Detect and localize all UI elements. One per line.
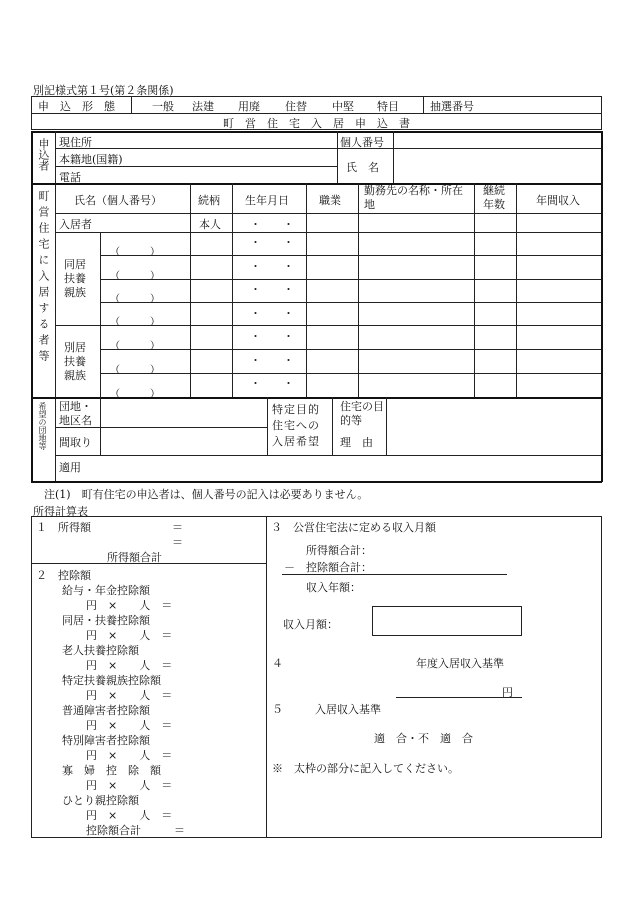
form-number: 別記様式第１号(第２条関係) <box>33 84 174 97</box>
reason-label: 理 由 <box>340 436 373 449</box>
type-option-sumikae[interactable]: 住替 <box>285 100 307 113</box>
lottery-number-label: 抽選番号 <box>430 100 474 113</box>
type-option-general[interactable]: 一般 <box>152 100 174 113</box>
phone-label: 電話 <box>59 171 81 184</box>
paren-mark: （ ） <box>110 294 160 305</box>
applicant-name-label: 氏 名 <box>346 161 379 174</box>
personal-number-field[interactable] <box>395 132 599 147</box>
paren-mark: （ ） <box>110 271 160 282</box>
layout-field[interactable] <box>102 429 265 454</box>
paren-mark: （ ） <box>110 389 160 400</box>
applicable-label: 適用 <box>59 461 81 474</box>
current-address-field[interactable] <box>95 132 335 147</box>
col-income-header: 年間収入 <box>536 194 580 207</box>
deduction-label: 同居・扶養控除額 <box>62 614 150 627</box>
deduction-multiplier: 円 × 人 ＝ <box>86 599 173 612</box>
special-purpose-label: 特定目的住宅への入居希望 <box>272 403 320 448</box>
minus-mark: － <box>284 561 295 574</box>
paren-mark: （ ） <box>110 317 160 328</box>
applicant-name-field[interactable] <box>395 150 599 182</box>
birthdate-mark: ・ ・ <box>250 354 294 367</box>
birthdate-mark: ・ ・ <box>250 377 294 390</box>
col-occupation-header: 職業 <box>319 194 341 207</box>
deduction-label: 給与・年金控除額 <box>62 584 150 597</box>
item4-label: 年度入居収入基準 <box>416 657 504 670</box>
deduction-multiplier: 円 × 人 ＝ <box>86 779 173 792</box>
deduction-multiplier: 円 × 人 ＝ <box>86 659 173 672</box>
deduction-label: ひとり親控除額 <box>62 794 139 807</box>
paren-mark: （ ） <box>110 365 160 376</box>
equals-sign: ＝ <box>172 536 183 549</box>
personal-number-label: 個人番号 <box>340 136 384 149</box>
type-option-chuken[interactable]: 中堅 <box>332 100 354 113</box>
deduction-label: 特定扶養親族控除額 <box>62 674 161 687</box>
col-years-header: 継続年数 <box>483 184 505 211</box>
birthdate-mark: ・ ・ <box>250 307 294 320</box>
footnote-text: ※ 太枠の部分に記入してください。 <box>272 762 459 775</box>
deduction-label: 普通障害者控除額 <box>62 704 150 717</box>
cohabiting-label: 同居扶養親族 <box>64 258 86 299</box>
birthdate-mark: ・ ・ <box>250 283 294 296</box>
item4-number: ４ <box>272 657 283 670</box>
annual-income-label: 収入年額： <box>306 581 361 594</box>
deduction-multiplier: 円 × 人 ＝ <box>86 689 173 702</box>
deduction-total-label: 控除額合計 ＝ <box>86 824 185 837</box>
residents-side-label: 町営住宅に入居する者等 <box>37 190 50 366</box>
item5-number: ５ <box>272 703 283 716</box>
complex-name-label: 団地・地区名 <box>59 400 92 427</box>
self-relation: 本人 <box>199 218 221 231</box>
reason-field[interactable] <box>388 399 599 454</box>
current-address-label: 現住所 <box>59 136 92 149</box>
housing-purpose-label: 住宅の目的等 <box>340 400 384 427</box>
applicant-side-label: 申込者 <box>37 138 50 171</box>
deduction-title: ２ 控除額 <box>36 569 91 582</box>
note-text: 注(1) 町有住宅の申込者は、個人番号の記入は必要ありません。 <box>44 488 369 501</box>
equals-sign: ＝ <box>172 521 183 534</box>
income-calc-title: 所得計算表 <box>33 505 88 518</box>
type-option-youhai[interactable]: 用廃 <box>238 100 260 113</box>
monthly-income-field[interactable] <box>372 606 522 636</box>
layout-label: 間取り <box>59 436 92 449</box>
col-name-header: 氏名（個人番号） <box>74 194 162 207</box>
separate-label: 別居扶養親族 <box>64 341 86 382</box>
birthdate-mark: ・ ・ <box>250 260 294 273</box>
col-birthdate-header: 生年月日 <box>245 194 289 207</box>
col-workplace-header: 勤務先の名称・所在地 <box>364 184 463 211</box>
form-title: 町 営 住 宅 入 居 申 込 書 <box>223 117 410 130</box>
deduction-label: 寡 婦 控 除 額 <box>62 764 161 777</box>
type-option-tokumoku[interactable]: 特目 <box>377 100 399 113</box>
paren-mark: （ ） <box>110 341 160 352</box>
deduction-multiplier: 円 × 人 ＝ <box>86 629 173 642</box>
complex-name-field[interactable] <box>102 399 265 426</box>
desired-side-label: 希望の団地等 <box>38 402 47 450</box>
domicile-label: 本籍地(国籍) <box>59 153 123 166</box>
deduction-multiplier: 円 × 人 ＝ <box>86 749 173 762</box>
deduction-multiplier: 円 × 人 ＝ <box>86 809 173 822</box>
application-type-label: 申 込 形 態 <box>38 100 115 113</box>
deduction-label: 特別障害者控除額 <box>62 734 150 747</box>
paren-mark: （ ） <box>110 247 160 258</box>
deduction-label: 老人扶養控除額 <box>62 644 139 657</box>
monthly-income-label: 収入月額： <box>283 618 338 631</box>
deduction-total-colon: 控除額合計： <box>306 561 372 574</box>
yen-unit: 円 <box>502 686 513 699</box>
applicant-row-label: 入居者 <box>59 218 92 231</box>
monthly-income-title: ３ 公営住宅法に定める収入月額 <box>271 521 436 534</box>
income-amount-label: １ 所得額 <box>36 521 91 534</box>
birthdate-mark: ・ ・ <box>250 330 294 343</box>
birthdate-mark: ・ ・ <box>250 218 294 231</box>
deduction-multiplier: 円 × 人 ＝ <box>86 719 173 732</box>
income-total-colon: 所得額合計： <box>306 544 372 557</box>
col-relation-header: 続柄 <box>198 194 220 207</box>
income-total-label: 所得額合計 <box>107 551 162 564</box>
birthdate-mark: ・ ・ <box>250 236 294 249</box>
type-option-houken[interactable]: 法建 <box>192 100 214 113</box>
item5-label: 入居収入基準 <box>315 703 381 716</box>
compliance-label[interactable]: 適 合・不 適 合 <box>374 732 473 745</box>
